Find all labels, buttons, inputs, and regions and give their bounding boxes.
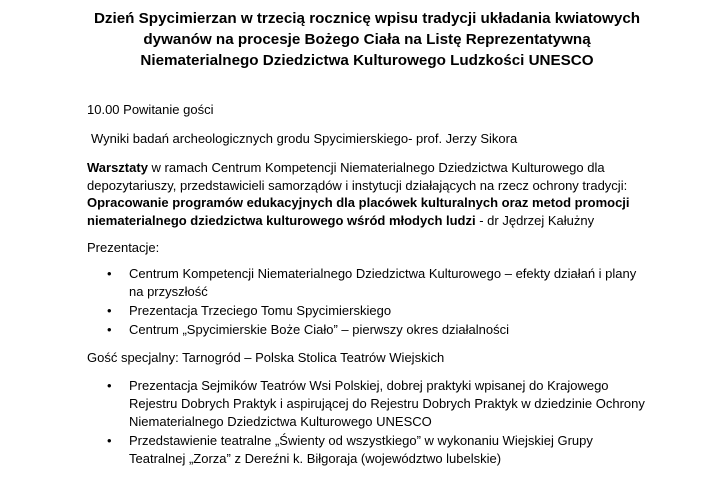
special-guest-heading: Gość specjalny: Tarnogród – Polska Stolica Teatrów Wiejskich xyxy=(87,350,445,365)
special-guest-list xyxy=(87,377,647,468)
bullet-icon: • xyxy=(107,433,112,448)
list-item-text: Centrum „Spycimierskie Boże Ciało” – pierwszy okres działalności xyxy=(129,322,510,337)
workshop-paragraph xyxy=(87,159,647,229)
document-page xyxy=(0,8,707,479)
list-item-text: Przedstawienie teatralne „Świenty od wszystkiego” w wykonaniu Wiejskiej Grupy Teatralnej „Zorza” z Dereźni k. Biłgoraja (województwo lubelskie) xyxy=(129,433,593,466)
list-item xyxy=(107,377,647,431)
bullet-icon: • xyxy=(107,322,112,337)
workshop-presenter: - dr Jędrzej Kałużny xyxy=(475,212,595,228)
workshop-lead: Warsztaty xyxy=(87,160,148,175)
list-item xyxy=(107,265,647,301)
list-item xyxy=(107,302,647,320)
workshop-text: w ramach Centrum Kompetencji Niematerialnego Dziedzictwa Kulturowego dla depozytariuszy, przedstawicieli samorządów i instytucji działających na rzecz ochrony tradycji: xyxy=(87,160,628,193)
archaeology-results-item: Wyniki badań archeologicznych grodu Spycimierskiego- prof. Jerzy Sikora xyxy=(91,131,518,146)
list-item-text: Centrum Kompetencji Niematerialnego Dziedzictwa Kulturowego – efekty działań i plany na przyszłość xyxy=(129,266,637,299)
bullet-icon: • xyxy=(107,378,112,393)
presentations-list xyxy=(87,265,647,339)
list-item xyxy=(107,432,647,468)
presentations-heading: Prezentacje: xyxy=(87,240,160,255)
list-item-text: Prezentacja Trzeciego Tomu Spycimierskiego xyxy=(129,303,392,318)
bullet-icon: • xyxy=(107,303,112,318)
list-item-text: Prezentacja Sejmików Teatrów Wsi Polskiej, dobrej praktyki wpisanej do Krajowego Rejestru Dobrych Praktyk i aspirującej do Rejestru Dobrych Praktyk w dziedzinie Ochrony Niematerialnego Dziedzictwa Kulturowego UNESCO xyxy=(129,378,645,429)
title-line-1: Dzień Spycimierzan w trzecią rocznicę wpisu tradycji układania kwiatowych xyxy=(93,10,641,27)
title-line-2: dywanów na procesje Bożego Ciała na Listę Reprezentatywną xyxy=(143,31,591,48)
list-item xyxy=(107,321,647,339)
workshop-topic: Opracowanie programów edukacyjnych dla placówek kulturalnych oraz metod promocji niematerialnego dziedzictwa kulturowego wśród młodych ludzi xyxy=(87,195,630,228)
bullet-icon: • xyxy=(107,266,112,281)
welcome-item: 10.00 Powitanie gości xyxy=(87,102,214,117)
title-line-3: Niematerialnego Dziedzictwa Kulturowego Ludzkości UNESCO xyxy=(140,52,594,69)
document-title xyxy=(57,8,677,71)
